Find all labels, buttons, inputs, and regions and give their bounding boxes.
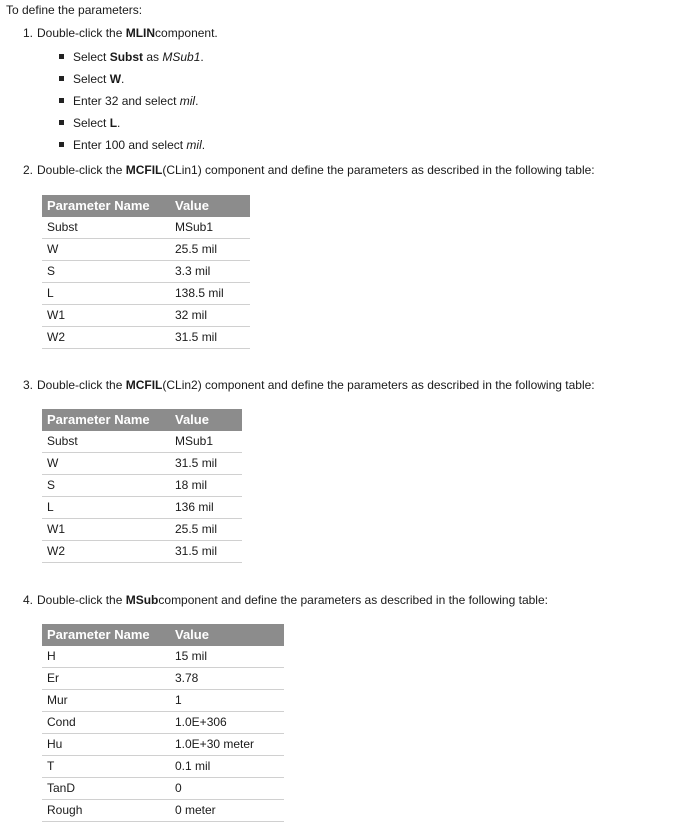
- table-header-row: [42, 409, 242, 431]
- table-cell: 25.5 mil: [170, 519, 242, 541]
- step-1-bullet: [59, 116, 120, 132]
- component-name: MCFIL: [125, 163, 163, 177]
- table-cell: 32 mil: [170, 305, 250, 327]
- parameter-table-clin1: [42, 195, 250, 349]
- text-span: 2.: [23, 163, 34, 177]
- text-span: Enter 100 and select: [73, 138, 187, 152]
- table-cell: S: [42, 475, 170, 497]
- table-cell: W1: [42, 519, 170, 541]
- bullet-icon: [59, 76, 64, 81]
- text-span: 3.: [23, 378, 34, 392]
- table-row: [42, 756, 284, 778]
- table-cell: MSub1: [170, 217, 250, 239]
- component-name: MSub: [125, 593, 159, 607]
- table-row: [42, 734, 284, 756]
- table-header-row: [42, 195, 250, 217]
- table-row: [42, 800, 284, 822]
- table-cell: 136 mil: [170, 497, 242, 519]
- table-cell: T: [42, 756, 170, 778]
- text-span: component and define the parameters as described in the following table:: [158, 593, 548, 607]
- bold-text: Subst: [109, 50, 144, 64]
- text-span: Select: [73, 50, 110, 64]
- intro-text: To define the parameters:: [6, 3, 143, 17]
- table-cell: 31.5 mil: [170, 453, 242, 475]
- text-span: .: [121, 72, 125, 86]
- table-cell: 25.5 mil: [170, 239, 250, 261]
- text-span: as: [143, 50, 163, 64]
- bold-text: W: [109, 72, 122, 86]
- table-cell: Cond: [42, 712, 170, 734]
- text-span: .: [200, 50, 204, 64]
- bullet-icon: [59, 98, 64, 103]
- table-cell: Rough: [42, 800, 170, 822]
- text-span: Select: [73, 116, 110, 130]
- table-row: [42, 261, 250, 283]
- table-row: [42, 283, 250, 305]
- table-cell: 3.3 mil: [170, 261, 250, 283]
- step-4: [23, 593, 548, 609]
- table-cell: MSub1: [170, 431, 242, 453]
- table-cell: 3.78: [170, 668, 284, 690]
- table-cell: W1: [42, 305, 170, 327]
- table-cell: L: [42, 497, 170, 519]
- table-row: [42, 239, 250, 261]
- step-1-bullet: [59, 50, 204, 66]
- step-1-bullet: [59, 138, 205, 154]
- text-span: component.: [155, 26, 218, 40]
- step-1-bullet: [59, 94, 198, 110]
- bullet-icon: [59, 142, 64, 147]
- table-row: [42, 646, 284, 668]
- column-header: Value: [170, 409, 242, 431]
- table-cell: 31.5 mil: [170, 541, 242, 563]
- text-span: .: [201, 138, 206, 152]
- column-header: Parameter Name: [42, 409, 170, 431]
- table-cell: Subst: [42, 431, 170, 453]
- table-row: [42, 668, 284, 690]
- column-header: Value: [170, 195, 250, 217]
- parameter-table-msub: [42, 624, 284, 822]
- text-span: Double-click the: [37, 26, 126, 40]
- table-cell: 0: [170, 778, 284, 800]
- table-cell: 1.0E+30 meter: [170, 734, 284, 756]
- table-cell: Subst: [42, 217, 170, 239]
- table-cell: S: [42, 261, 170, 283]
- bullet-icon: [59, 120, 64, 125]
- table-cell: 1: [170, 690, 284, 712]
- component-name: MCFIL: [125, 378, 163, 392]
- text-span: Select: [73, 72, 110, 86]
- table-row: [42, 497, 242, 519]
- table-cell: W: [42, 453, 170, 475]
- table-cell: W2: [42, 541, 170, 563]
- table-row: [42, 305, 250, 327]
- table-header-row: [42, 624, 284, 646]
- table-cell: Hu: [42, 734, 170, 756]
- italic-text: mil: [179, 94, 196, 108]
- table-cell: Er: [42, 668, 170, 690]
- step-3: [23, 378, 595, 394]
- table-row: [42, 778, 284, 800]
- table-row: [42, 712, 284, 734]
- component-name: MLIN: [125, 26, 156, 40]
- column-header: Value: [170, 624, 284, 646]
- table-row: [42, 453, 242, 475]
- table-cell: 0 meter: [170, 800, 284, 822]
- table-cell: H: [42, 646, 170, 668]
- table-cell: 1.0E+306: [170, 712, 284, 734]
- step-1-bullet: [59, 72, 124, 88]
- table-cell: Mur: [42, 690, 170, 712]
- table-row: [42, 690, 284, 712]
- table-row: [42, 217, 250, 239]
- text-span: (CLin2) component and define the parameters as described in the following table:: [162, 378, 595, 392]
- table-cell: W: [42, 239, 170, 261]
- table-row: [42, 327, 250, 349]
- text-span: Double-click the: [37, 163, 126, 177]
- italic-text: MSub1: [162, 50, 201, 64]
- table-cell: W2: [42, 327, 170, 349]
- text-span: 4.: [23, 593, 34, 607]
- column-header: Parameter Name: [42, 195, 170, 217]
- column-header: Parameter Name: [42, 624, 170, 646]
- table-cell: 0.1 mil: [170, 756, 284, 778]
- text-span: Enter 32 and select: [73, 94, 180, 108]
- bullet-icon: [59, 54, 64, 59]
- table-row: [42, 475, 242, 497]
- table-cell: 18 mil: [170, 475, 242, 497]
- table-cell: L: [42, 283, 170, 305]
- table-cell: 138.5 mil: [170, 283, 250, 305]
- table-row: [42, 431, 242, 453]
- text-span: .: [117, 116, 121, 130]
- bold-text: L: [109, 116, 118, 130]
- text-span: Double-click the: [37, 378, 126, 392]
- text-span: (CLin1) component and define the parameters as described in the following table:: [162, 163, 595, 177]
- table-row: [42, 541, 242, 563]
- table-cell: 31.5 mil: [170, 327, 250, 349]
- step-2: [23, 163, 595, 179]
- table-row: [42, 519, 242, 541]
- table-cell: TanD: [42, 778, 170, 800]
- parameter-table-clin2: [42, 409, 242, 563]
- step-1: [23, 26, 218, 42]
- text-span: Double-click the: [37, 593, 126, 607]
- text-span: .: [195, 94, 199, 108]
- table-cell: 15 mil: [170, 646, 284, 668]
- text-span: 1.: [23, 26, 34, 40]
- italic-text: mil: [186, 138, 202, 152]
